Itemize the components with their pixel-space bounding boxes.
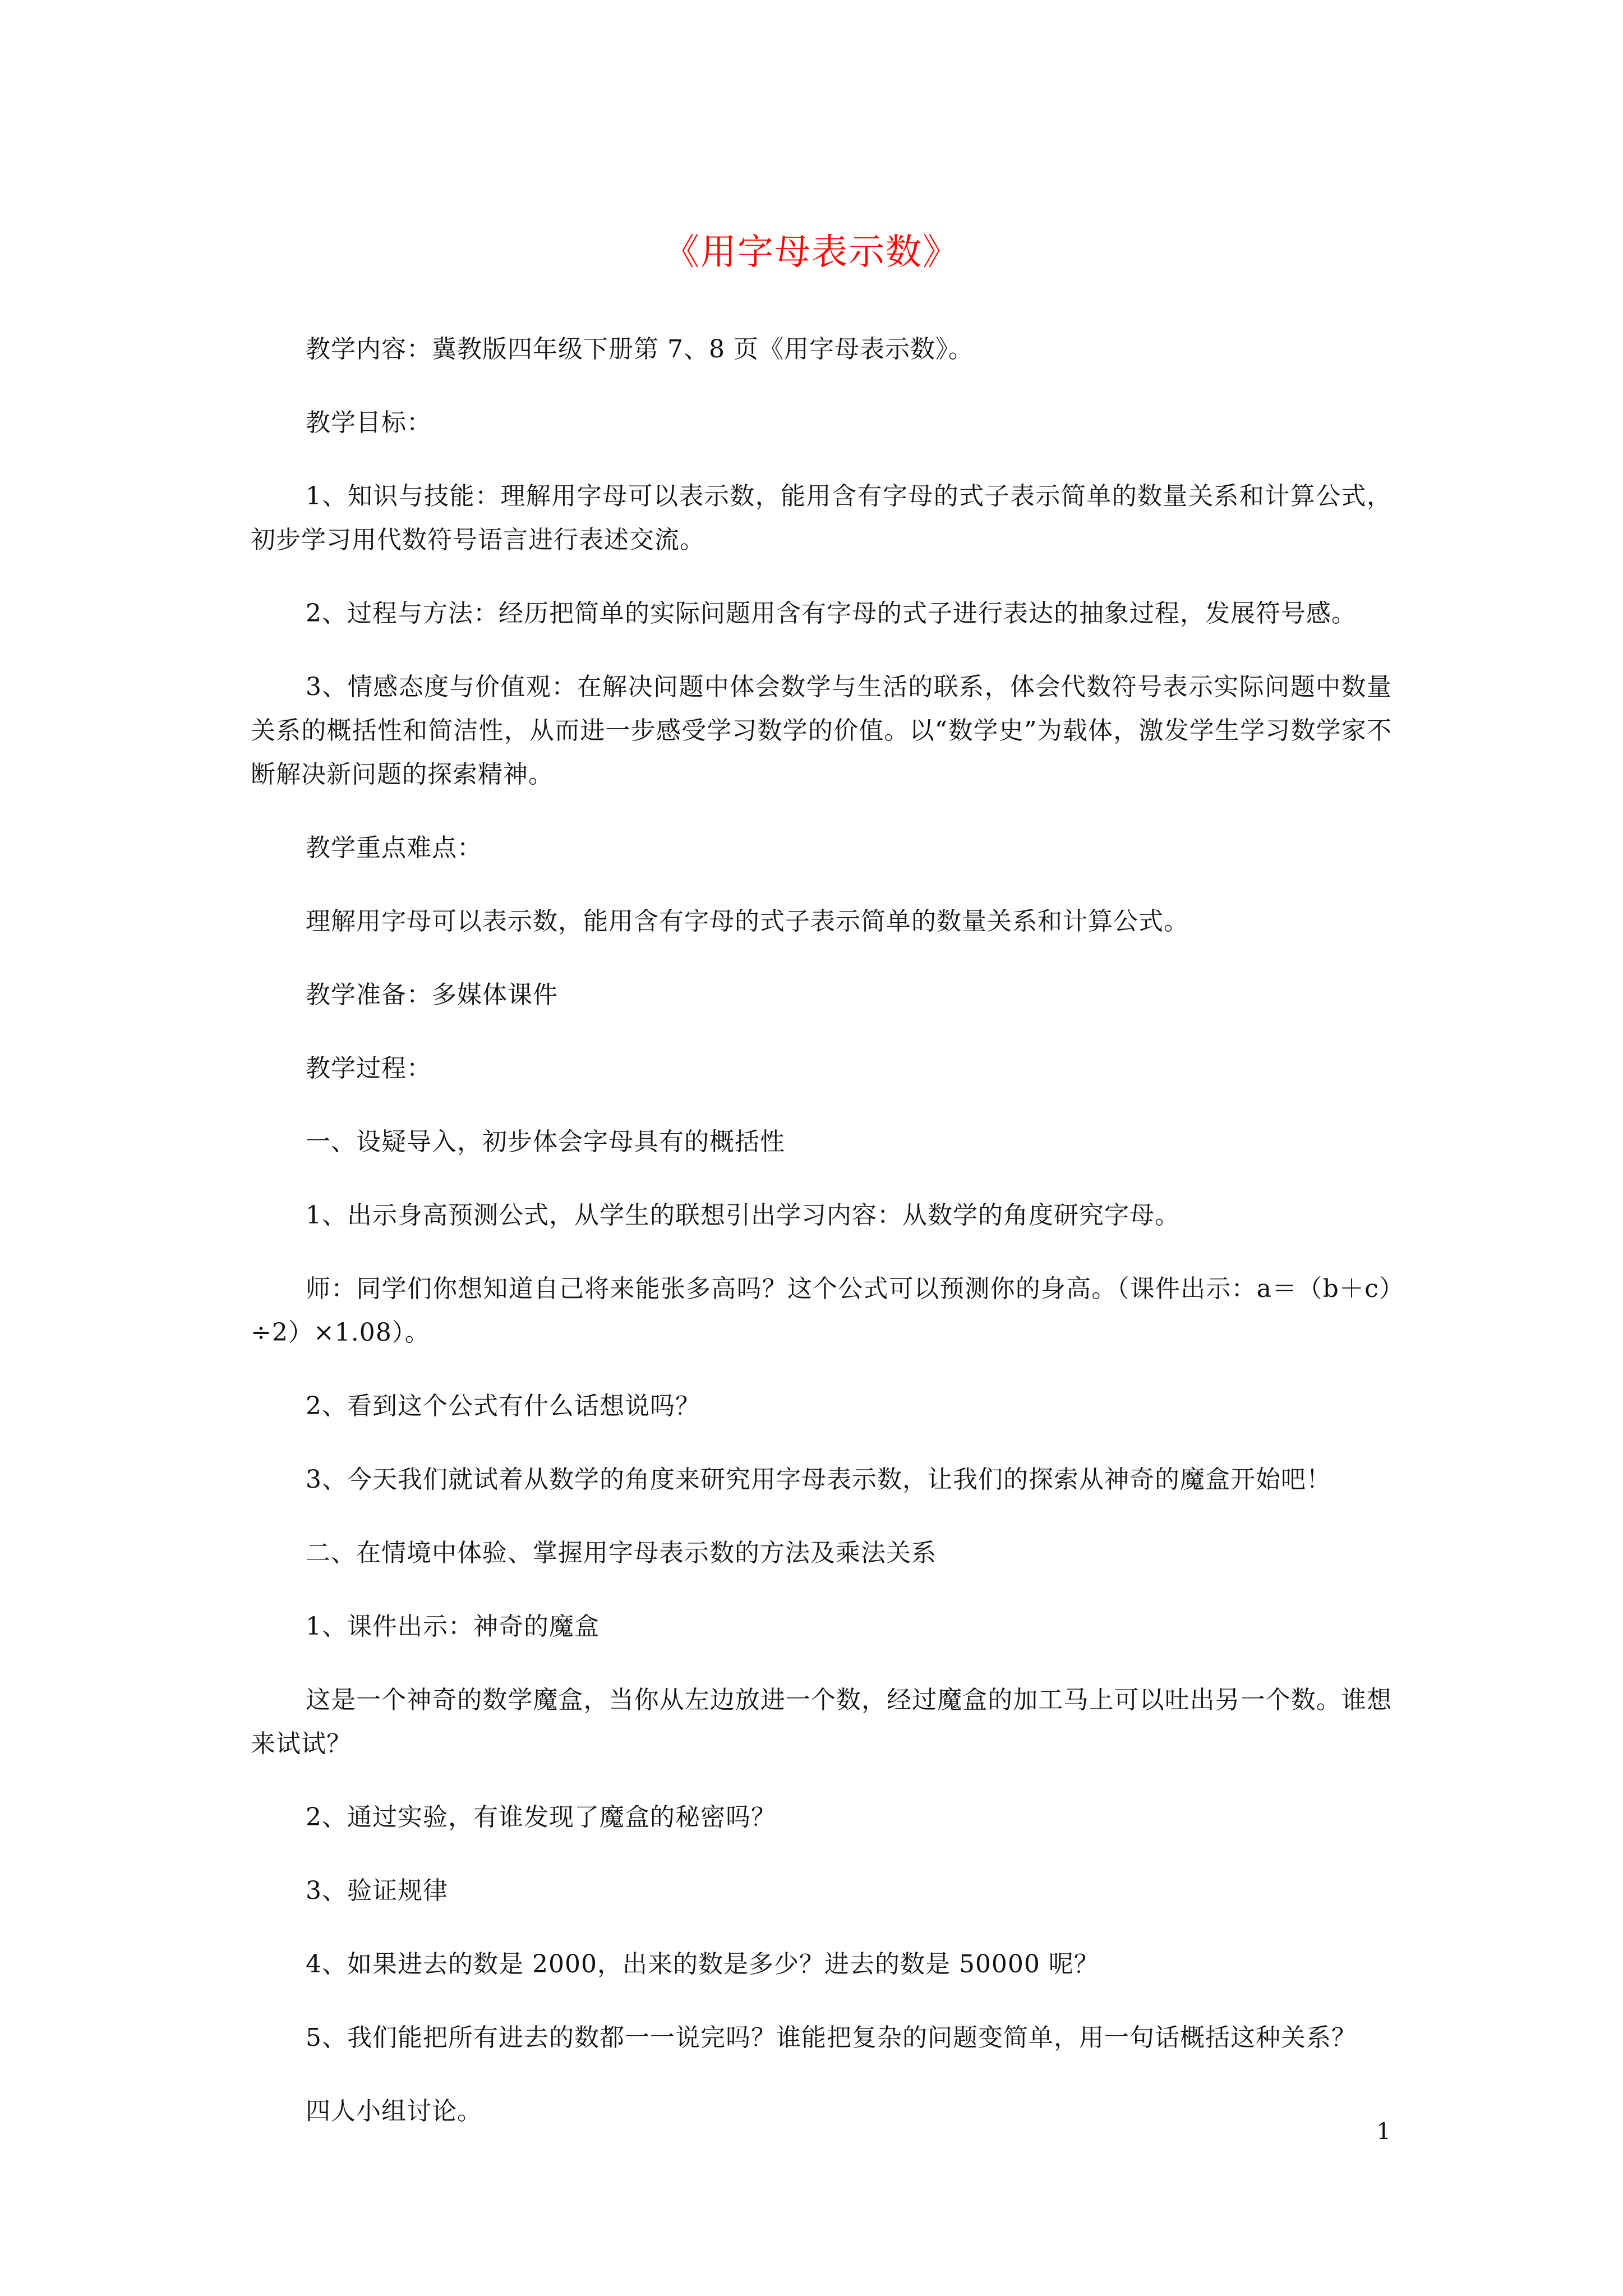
paragraph-teaching-goals-heading: 教学目标：: [306, 408, 432, 437]
paragraph-start-exploring: 3、今天我们就试着从数学的角度来研究用字母表示数，让我们的探索从神奇的魔盒开始吧！: [306, 1465, 1331, 1494]
paragraph-what-to-say: 2、看到这个公式有什么话想说吗？: [306, 1392, 700, 1420]
paragraph-teaching-preparation: 教学准备：多媒体课件: [306, 981, 558, 1009]
paragraph-input-output-question: 4、如果进去的数是 2000，出来的数是多少？进去的数是 50000 呢？: [306, 1950, 1099, 1978]
paragraph-teacher-formula: 师：同学们你想知道自己将来能张多高吗？这个公式可以预测你的身高。（课件出示：a＝（b＋c）÷2）×1.08）。: [251, 1274, 1392, 1347]
paragraph-verify-rule: 3、验证规律: [306, 1876, 448, 1905]
paragraph-goal-process-methods: 2、过程与方法：经历把简单的实际问题用含有字母的式子进行表达的抽象过程，发展符号感。: [306, 599, 1357, 628]
document-title: 《用字母表示数》: [663, 232, 960, 273]
paragraph-goal-emotion-values: 3、情感态度与价值观：在解决问题中体会数学与生活的联系，体会代数符号表示实际问题中数量关系的概括性和简洁性，从而进一步感受学习数学的价值。以“数学史”为载体，激发学生学习数学家不断解决新问题的探索精神。: [251, 673, 1392, 789]
paragraph-magic-box-description: 这是一个神奇的数学魔盒，当你从左边放进一个数，经过魔盒的加工马上可以吐出另一个数。谁想来试试？: [251, 1686, 1392, 1758]
paragraph-section-one-heading: 一、设疑导入，初步体会字母具有的概括性: [306, 1128, 785, 1156]
paragraph-goal-knowledge-skills: 1、知识与技能：理解用字母可以表示数，能用含有字母的式子表示简单的数量关系和计算公式，初步学习用代数符号语言进行表述交流。: [251, 482, 1392, 554]
paragraph-generalize-question: 5、我们能把所有进去的数都一一说完吗？谁能把复杂的问题变简单，用一句话概括这种关系？: [306, 2023, 1357, 2052]
paragraph-group-discussion: 四人小组讨论。: [306, 2097, 482, 2125]
paragraph-section-two-heading: 二、在情境中体验、掌握用字母表示数的方法及乘法关系: [306, 1539, 937, 1567]
paragraph-key-difficult-points: 理解用字母可以表示数，能用含有字母的式子表示简单的数量关系和计算公式。: [306, 907, 1189, 936]
paragraph-height-formula-intro: 1、出示身高预测公式，从学生的联想引出学习内容：从数学的角度研究字母。: [306, 1201, 1180, 1230]
paragraph-magic-box-show: 1、课件出示：神奇的魔盒: [306, 1612, 600, 1641]
document-body: [251, 328, 1392, 2163]
paragraph-teaching-process-heading: 教学过程：: [306, 1054, 432, 1083]
page-number: 1: [1376, 2119, 1391, 2145]
paragraph-teaching-content: 教学内容：冀教版四年级下册第 7、8 页《用字母表示数》。: [306, 335, 974, 364]
paragraph-discover-secret: 2、通过实验，有谁发现了魔盒的秘密吗？: [306, 1803, 776, 1832]
paragraph-key-difficult-points-heading: 教学重点难点：: [306, 834, 482, 862]
